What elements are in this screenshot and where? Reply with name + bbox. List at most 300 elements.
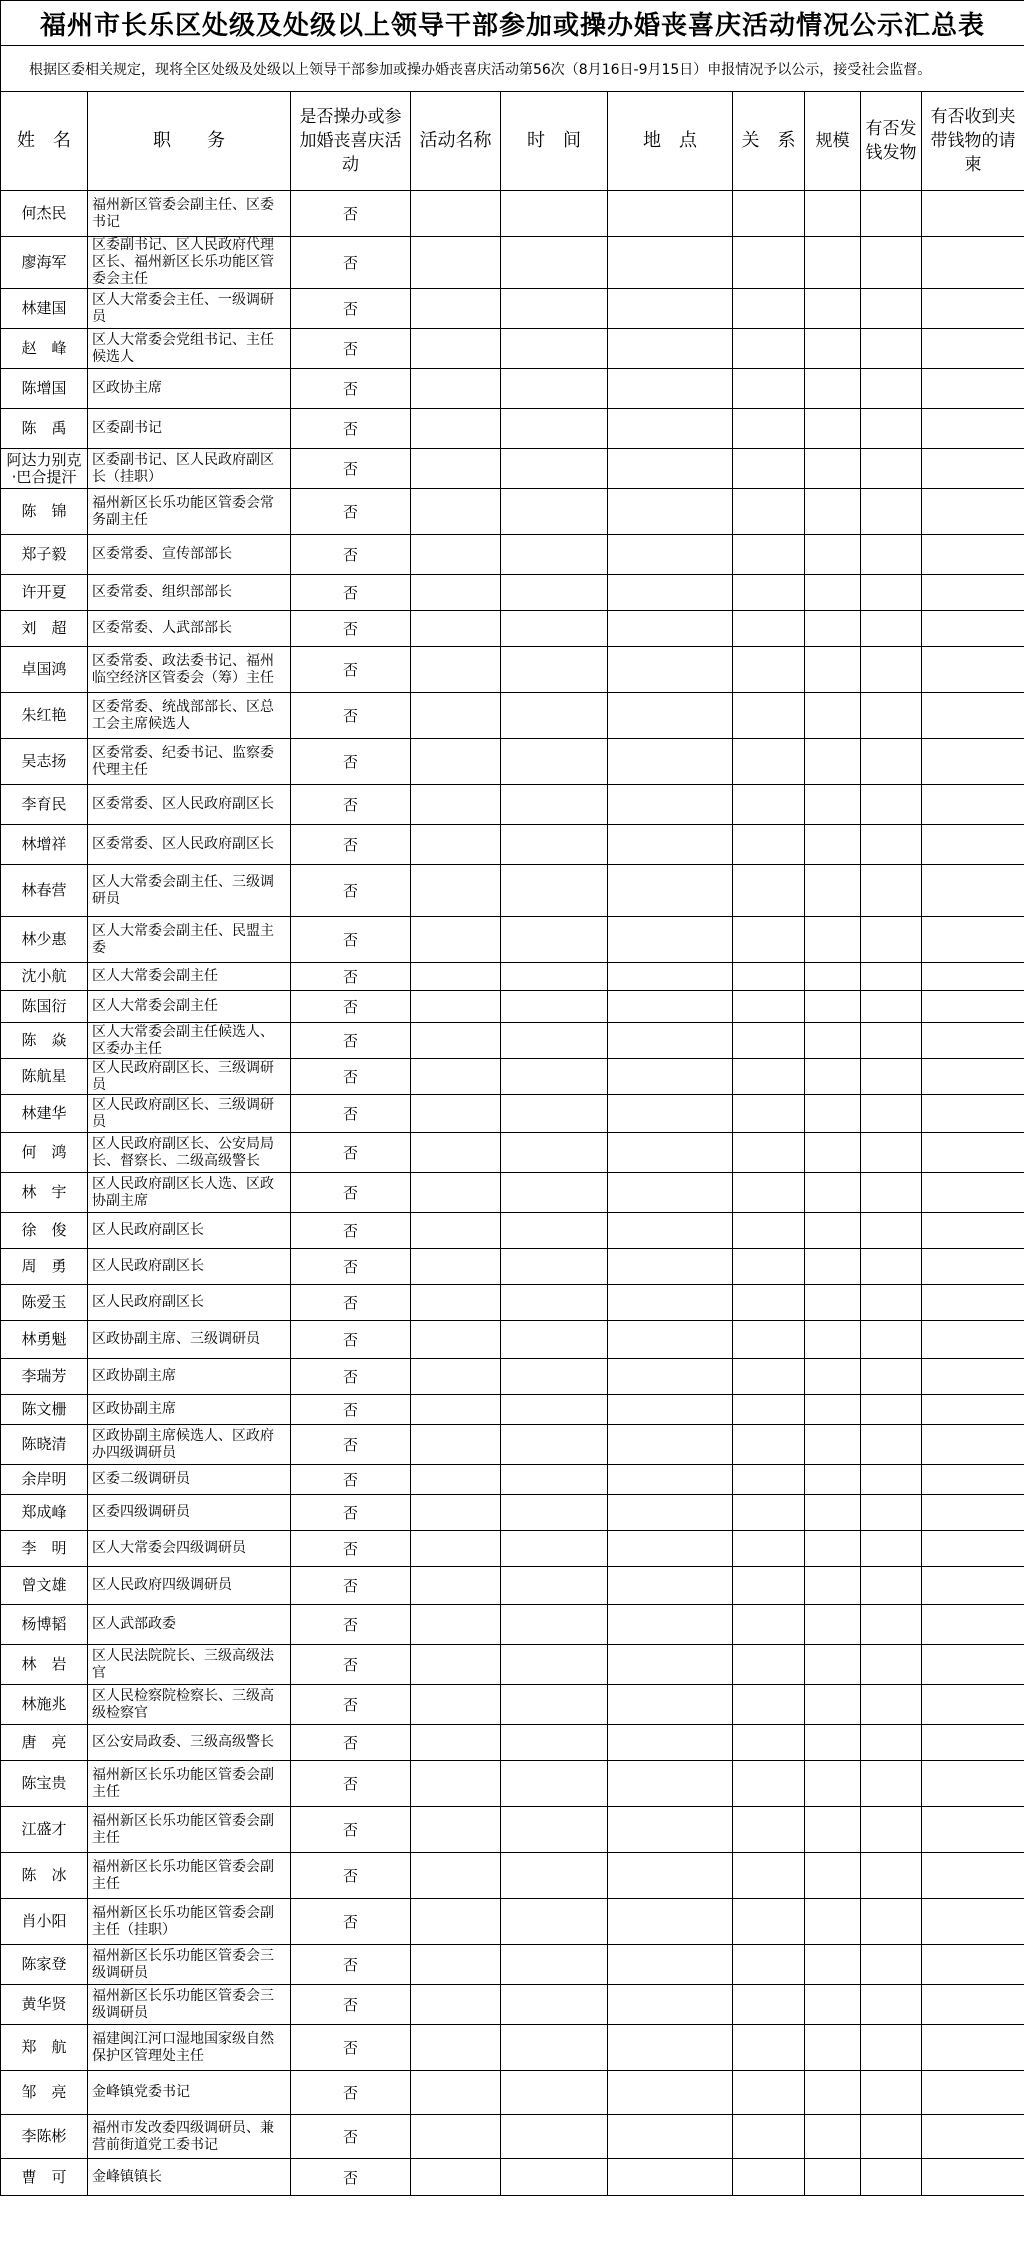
table-row	[1, 963, 1024, 991]
cell-time	[501, 1645, 608, 1685]
cell-name: 何杰民	[1, 191, 88, 237]
cell-gifts	[861, 2071, 922, 2115]
cell-activity	[411, 825, 501, 865]
cell-time	[501, 1605, 608, 1645]
cell-invitation	[922, 2159, 1024, 2196]
cell-participated: 否	[291, 1685, 411, 1725]
header-invitation: 有否收到夹带钱物的请柬	[922, 92, 1024, 191]
cell-place	[608, 1059, 733, 1095]
cell-name: 廖海军	[1, 237, 88, 289]
cell-gifts	[861, 1133, 922, 1173]
cell-post: 区人大常委会四级调研员	[88, 1531, 291, 1567]
cell-place	[608, 1899, 733, 1945]
cell-gifts	[861, 1059, 922, 1095]
cell-participated: 否	[291, 1173, 411, 1213]
cell-relation	[733, 575, 805, 611]
cell-gifts	[861, 575, 922, 611]
cell-name: 余岸明	[1, 1465, 88, 1495]
cell-invitation	[922, 1359, 1024, 1395]
cell-relation	[733, 1605, 805, 1645]
table-row	[1, 785, 1024, 825]
cell-name: 陈增国	[1, 369, 88, 409]
cell-place	[608, 1425, 733, 1465]
cell-post: 福州新区长乐功能区管委会副主任（挂职）	[88, 1899, 291, 1945]
header-name: 姓 名	[1, 92, 88, 191]
cell-invitation	[922, 575, 1024, 611]
cell-relation	[733, 1059, 805, 1095]
cell-participated: 否	[291, 963, 411, 991]
table-row	[1, 1605, 1024, 1645]
cell-place	[608, 2159, 733, 2196]
cell-relation	[733, 611, 805, 647]
cell-scale	[805, 693, 861, 739]
cell-scale	[805, 647, 861, 693]
table-row	[1, 1899, 1024, 1945]
cell-participated: 否	[291, 1133, 411, 1173]
cell-participated: 否	[291, 1023, 411, 1059]
cell-activity	[411, 2115, 501, 2159]
cell-gifts	[861, 2159, 922, 2196]
cell-name: 肖小阳	[1, 1899, 88, 1945]
cell-invitation	[922, 237, 1024, 289]
cell-post: 区人民政府副区长	[88, 1285, 291, 1321]
table-row	[1, 1761, 1024, 1807]
header-scale: 规模	[805, 92, 861, 191]
cell-post: 区委常委、组织部部长	[88, 575, 291, 611]
cell-post: 区委常委、人武部部长	[88, 611, 291, 647]
cell-participated: 否	[291, 825, 411, 865]
cell-gifts	[861, 1899, 922, 1945]
cell-time	[501, 2159, 608, 2196]
cell-activity	[411, 917, 501, 963]
table-row	[1, 1725, 1024, 1761]
cell-relation	[733, 535, 805, 575]
table-row	[1, 2025, 1024, 2071]
cell-invitation	[922, 1249, 1024, 1285]
cell-participated: 否	[291, 409, 411, 449]
table-row	[1, 1249, 1024, 1285]
cell-activity	[411, 535, 501, 575]
cell-relation	[733, 1807, 805, 1853]
cell-post: 区委常委、政法委书记、福州临空经济区管委会（筹）主任	[88, 647, 291, 693]
cell-participated: 否	[291, 191, 411, 237]
cell-place	[608, 1285, 733, 1321]
cell-gifts	[861, 1645, 922, 1685]
cell-place	[608, 449, 733, 489]
header-participated: 是否操办或参加婚丧喜庆活动	[291, 92, 411, 191]
cell-time	[501, 1425, 608, 1465]
cell-time	[501, 1495, 608, 1531]
cell-activity	[411, 739, 501, 785]
cell-scale	[805, 1985, 861, 2025]
cell-invitation	[922, 1899, 1024, 1945]
table-row	[1, 329, 1024, 369]
cell-activity	[411, 1023, 501, 1059]
cell-post: 区委常委、统战部部长、区总工会主席候选人	[88, 693, 291, 739]
cell-participated: 否	[291, 917, 411, 963]
cell-activity	[411, 489, 501, 535]
cell-participated: 否	[291, 1249, 411, 1285]
cell-relation	[733, 1023, 805, 1059]
cell-post: 区人民政府副区长	[88, 1249, 291, 1285]
cell-post: 区人大常委会党组书记、主任候选人	[88, 329, 291, 369]
cell-invitation	[922, 1465, 1024, 1495]
cell-gifts	[861, 1761, 922, 1807]
cell-gifts	[861, 825, 922, 865]
cell-scale	[805, 865, 861, 917]
cell-invitation	[922, 1095, 1024, 1133]
cell-place	[608, 575, 733, 611]
cell-place	[608, 611, 733, 647]
cell-participated: 否	[291, 1605, 411, 1645]
cell-place	[608, 963, 733, 991]
cell-scale	[805, 1095, 861, 1133]
cell-time	[501, 489, 608, 535]
cell-post: 福州新区长乐功能区管委会三级调研员	[88, 1945, 291, 1985]
cell-post: 区委副书记	[88, 409, 291, 449]
cell-invitation	[922, 1761, 1024, 1807]
cell-time	[501, 647, 608, 693]
cell-name: 曹 可	[1, 2159, 88, 2196]
cell-place	[608, 2025, 733, 2071]
cell-place	[608, 693, 733, 739]
cell-activity	[411, 449, 501, 489]
cell-gifts	[861, 1985, 922, 2025]
cell-place	[608, 1761, 733, 1807]
cell-name: 李瑞芳	[1, 1359, 88, 1395]
table-row	[1, 1807, 1024, 1853]
cell-place	[608, 1213, 733, 1249]
cell-time	[501, 1023, 608, 1059]
cell-relation	[733, 1853, 805, 1899]
cell-gifts	[861, 1605, 922, 1645]
table-row	[1, 1567, 1024, 1605]
cell-activity	[411, 1761, 501, 1807]
cell-invitation	[922, 1425, 1024, 1465]
cell-place	[608, 917, 733, 963]
table-row	[1, 1985, 1024, 2025]
cell-post: 区人民检察院检察长、三级高级检察官	[88, 1685, 291, 1725]
cell-gifts	[861, 2025, 922, 2071]
cell-time	[501, 1213, 608, 1249]
cell-invitation	[922, 1985, 1024, 2025]
cell-name: 李育民	[1, 785, 88, 825]
cell-activity	[411, 1945, 501, 1985]
cell-activity	[411, 1531, 501, 1567]
cell-invitation	[922, 2115, 1024, 2159]
cell-activity	[411, 1249, 501, 1285]
table-row	[1, 1359, 1024, 1395]
cell-invitation	[922, 1531, 1024, 1567]
cell-participated: 否	[291, 535, 411, 575]
cell-participated: 否	[291, 289, 411, 329]
cell-post: 区政协副主席	[88, 1395, 291, 1425]
cell-activity	[411, 991, 501, 1023]
cell-place	[608, 865, 733, 917]
cell-scale	[805, 1685, 861, 1725]
cell-time	[501, 1853, 608, 1899]
cell-time	[501, 1133, 608, 1173]
cell-time	[501, 2115, 608, 2159]
cell-activity	[411, 1567, 501, 1605]
cell-invitation	[922, 1807, 1024, 1853]
cell-name: 邹 亮	[1, 2071, 88, 2115]
cell-time	[501, 785, 608, 825]
cell-relation	[733, 1531, 805, 1567]
cell-name: 刘 超	[1, 611, 88, 647]
cell-place	[608, 1095, 733, 1133]
cell-place	[608, 1807, 733, 1853]
cell-relation	[733, 917, 805, 963]
cell-activity	[411, 1321, 501, 1359]
table-row	[1, 739, 1024, 785]
cell-place	[608, 1985, 733, 2025]
cell-place	[608, 1173, 733, 1213]
cell-invitation	[922, 1285, 1024, 1321]
cell-activity	[411, 1359, 501, 1395]
cell-gifts	[861, 1249, 922, 1285]
cell-post: 福州新区长乐功能区管委会三级调研员	[88, 1985, 291, 2025]
cell-place	[608, 489, 733, 535]
cell-invitation	[922, 369, 1024, 409]
cell-participated: 否	[291, 1213, 411, 1249]
cell-activity	[411, 329, 501, 369]
cell-gifts	[861, 1495, 922, 1531]
cell-scale	[805, 1213, 861, 1249]
cell-time	[501, 1567, 608, 1605]
cell-activity	[411, 369, 501, 409]
cell-place	[608, 1465, 733, 1495]
cell-name: 沈小航	[1, 963, 88, 991]
cell-activity	[411, 191, 501, 237]
table-row	[1, 1531, 1024, 1567]
cell-time	[501, 2071, 608, 2115]
cell-invitation	[922, 785, 1024, 825]
table-row	[1, 991, 1024, 1023]
cell-place	[608, 1685, 733, 1725]
cell-name: 郑 航	[1, 2025, 88, 2071]
cell-relation	[733, 1725, 805, 1761]
cell-invitation	[922, 191, 1024, 237]
cell-gifts	[861, 1285, 922, 1321]
cell-post: 区人民政府副区长、三级调研员	[88, 1059, 291, 1095]
cell-time	[501, 1807, 608, 1853]
cell-relation	[733, 1945, 805, 1985]
cell-activity	[411, 1685, 501, 1725]
cell-invitation	[922, 1567, 1024, 1605]
cell-invitation	[922, 1495, 1024, 1531]
cell-place	[608, 991, 733, 1023]
cell-gifts	[861, 1359, 922, 1395]
cell-post: 区人大常委会副主任候选人、区委办主任	[88, 1023, 291, 1059]
table-row	[1, 1285, 1024, 1321]
cell-scale	[805, 1465, 861, 1495]
cell-relation	[733, 329, 805, 369]
cell-scale	[805, 1567, 861, 1605]
cell-gifts	[861, 2115, 922, 2159]
cell-time	[501, 1945, 608, 1985]
cell-relation	[733, 1359, 805, 1395]
cell-relation	[733, 1567, 805, 1605]
cell-participated: 否	[291, 1725, 411, 1761]
cell-name: 陈 冰	[1, 1853, 88, 1899]
cell-gifts	[861, 409, 922, 449]
cell-post: 区人大常委会副主任、民盟主委	[88, 917, 291, 963]
header-relation: 关 系	[733, 92, 805, 191]
cell-activity	[411, 1425, 501, 1465]
cell-time	[501, 1761, 608, 1807]
cell-activity	[411, 237, 501, 289]
cell-place	[608, 329, 733, 369]
cell-name: 朱红艳	[1, 693, 88, 739]
cell-invitation	[922, 535, 1024, 575]
cell-activity	[411, 1059, 501, 1095]
cell-time	[501, 575, 608, 611]
cell-time	[501, 2025, 608, 2071]
cell-relation	[733, 1495, 805, 1531]
cell-name: 吴志扬	[1, 739, 88, 785]
cell-name: 郑成峰	[1, 1495, 88, 1531]
cell-gifts	[861, 917, 922, 963]
cell-scale	[805, 1059, 861, 1095]
cell-time	[501, 1321, 608, 1359]
table-row	[1, 865, 1024, 917]
cell-participated: 否	[291, 1395, 411, 1425]
cell-gifts	[861, 739, 922, 785]
cell-participated: 否	[291, 739, 411, 785]
cell-participated: 否	[291, 1899, 411, 1945]
cell-time	[501, 1685, 608, 1725]
cell-scale	[805, 2071, 861, 2115]
cell-scale	[805, 1359, 861, 1395]
cell-participated: 否	[291, 693, 411, 739]
cell-post: 区人民政府四级调研员	[88, 1567, 291, 1605]
cell-invitation	[922, 1213, 1024, 1249]
cell-time	[501, 1725, 608, 1761]
title-row	[1, 1, 1024, 46]
table-row	[1, 1395, 1024, 1425]
cell-name: 卓国鸿	[1, 647, 88, 693]
cell-scale	[805, 1807, 861, 1853]
cell-scale	[805, 489, 861, 535]
cell-relation	[733, 1899, 805, 1945]
cell-scale	[805, 1425, 861, 1465]
cell-gifts	[861, 289, 922, 329]
cell-scale	[805, 369, 861, 409]
document-title: 福州市长乐区处级及处级以上领导干部参加或操办婚丧喜庆活动情况公示汇总表	[1, 1, 1024, 46]
cell-invitation	[922, 991, 1024, 1023]
header-activity: 活动名称	[411, 92, 501, 191]
cell-place	[608, 1531, 733, 1567]
cell-relation	[733, 289, 805, 329]
cell-post: 区人民政府副区长	[88, 1213, 291, 1249]
cell-scale	[805, 1495, 861, 1531]
cell-scale	[805, 1173, 861, 1213]
cell-name: 曾文雄	[1, 1567, 88, 1605]
cell-name: 陈晓清	[1, 1425, 88, 1465]
cell-time	[501, 611, 608, 647]
cell-participated: 否	[291, 1761, 411, 1807]
cell-participated: 否	[291, 1059, 411, 1095]
cell-gifts	[861, 237, 922, 289]
cell-name: 李陈彬	[1, 2115, 88, 2159]
table-row	[1, 647, 1024, 693]
cell-name: 何 鸿	[1, 1133, 88, 1173]
cell-activity	[411, 865, 501, 917]
cell-participated: 否	[291, 1807, 411, 1853]
cell-name: 陈国衍	[1, 991, 88, 1023]
cell-post: 福州新区长乐功能区管委会常务副主任	[88, 489, 291, 535]
cell-name: 杨博韬	[1, 1605, 88, 1645]
cell-invitation	[922, 1173, 1024, 1213]
cell-participated: 否	[291, 1531, 411, 1567]
cell-time	[501, 1395, 608, 1425]
header-post: 职 务	[88, 92, 291, 191]
table-row	[1, 611, 1024, 647]
cell-name: 徐 俊	[1, 1213, 88, 1249]
cell-activity	[411, 1807, 501, 1853]
cell-relation	[733, 489, 805, 535]
cell-name: 陈航星	[1, 1059, 88, 1095]
cell-invitation	[922, 1685, 1024, 1725]
cell-scale	[805, 1899, 861, 1945]
cell-invitation	[922, 739, 1024, 785]
cell-invitation	[922, 647, 1024, 693]
cell-invitation	[922, 1605, 1024, 1645]
cell-name: 陈 锦	[1, 489, 88, 535]
cell-invitation	[922, 1321, 1024, 1359]
cell-gifts	[861, 1321, 922, 1359]
cell-post: 区人武部政委	[88, 1605, 291, 1645]
notice-row	[1, 46, 1024, 92]
table-row	[1, 1095, 1024, 1133]
cell-relation	[733, 963, 805, 991]
cell-activity	[411, 575, 501, 611]
cell-invitation	[922, 449, 1024, 489]
cell-time	[501, 1285, 608, 1321]
cell-scale	[805, 611, 861, 647]
cell-place	[608, 191, 733, 237]
cell-relation	[733, 2115, 805, 2159]
cell-place	[608, 1945, 733, 1985]
table-row	[1, 1321, 1024, 1359]
cell-invitation	[922, 1645, 1024, 1685]
cell-post: 区人大常委会副主任	[88, 991, 291, 1023]
table-row	[1, 369, 1024, 409]
cell-time	[501, 1465, 608, 1495]
cell-name: 陈宝贵	[1, 1761, 88, 1807]
cell-scale	[805, 191, 861, 237]
cell-participated: 否	[291, 1321, 411, 1359]
cell-invitation	[922, 1133, 1024, 1173]
cell-name: 林施兆	[1, 1685, 88, 1725]
cell-invitation	[922, 917, 1024, 963]
cell-time	[501, 693, 608, 739]
cell-gifts	[861, 329, 922, 369]
cell-invitation	[922, 2025, 1024, 2071]
cell-place	[608, 1645, 733, 1685]
cell-participated: 否	[291, 2115, 411, 2159]
cell-place	[608, 785, 733, 825]
cell-relation	[733, 1465, 805, 1495]
cell-scale	[805, 1605, 861, 1645]
cell-place	[608, 1495, 733, 1531]
cell-place	[608, 237, 733, 289]
cell-participated: 否	[291, 2025, 411, 2071]
cell-gifts	[861, 1725, 922, 1761]
cell-gifts	[861, 693, 922, 739]
cell-invitation	[922, 1725, 1024, 1761]
